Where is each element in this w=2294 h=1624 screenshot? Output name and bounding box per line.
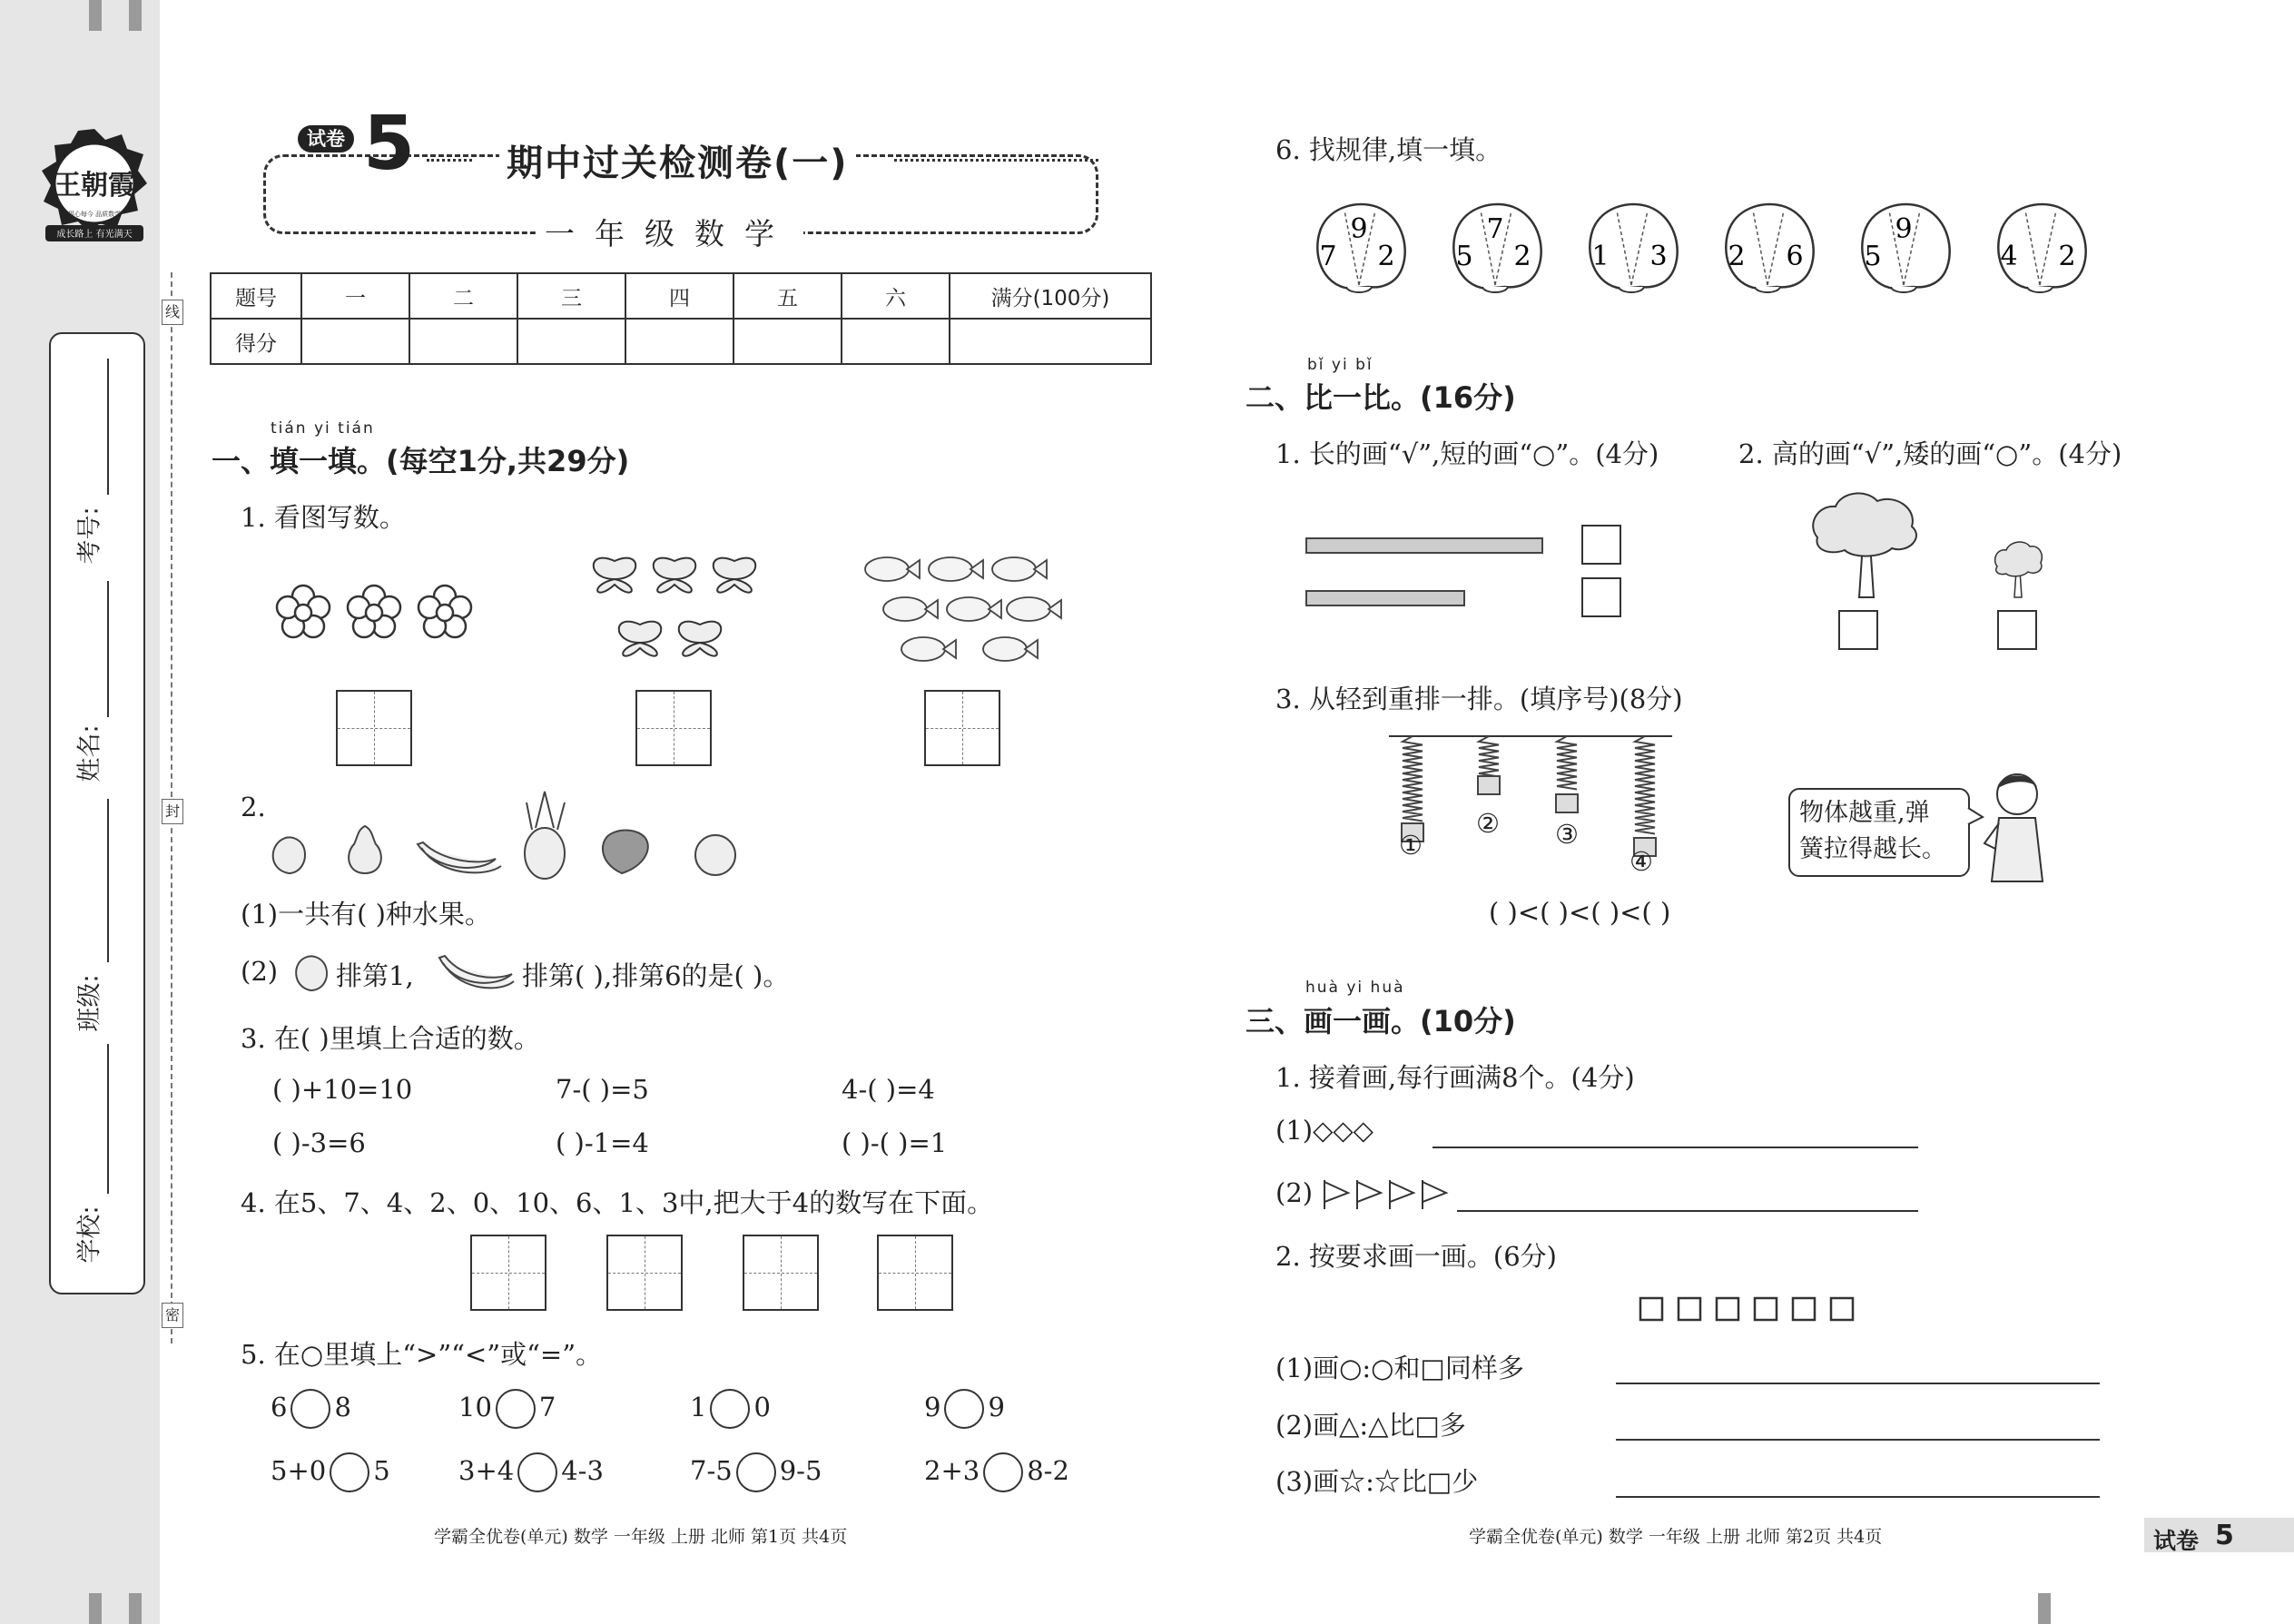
tab-number: 5 (2215, 1520, 2234, 1551)
compare-circle[interactable] (736, 1452, 776, 1492)
strawberry-icon (603, 831, 648, 873)
shell-number: 7 (1486, 213, 1504, 245)
label-school: 学校: (75, 1206, 104, 1264)
answer-grid-box[interactable] (924, 690, 1000, 766)
score-table (210, 272, 1152, 365)
flags-picture (1321, 1178, 1457, 1211)
shell-icon (1993, 198, 2092, 298)
compare-circle[interactable] (517, 1452, 557, 1492)
label-exam-number: 考号: (75, 507, 104, 565)
score-input[interactable] (517, 319, 625, 364)
score-input[interactable] (301, 319, 409, 364)
shell-icon (1584, 198, 1684, 298)
spring-label: ④ (1629, 846, 1653, 877)
spring-label: ① (1399, 830, 1423, 861)
compare-right: 0 (753, 1392, 771, 1422)
sec1-title: 一、填一填。(每空1分,共29分) (212, 444, 630, 478)
compare-left: 3+4 (458, 1455, 515, 1486)
answer-square[interactable] (1581, 577, 1621, 617)
spring-coil (1635, 736, 1655, 834)
score-cell: 三 (517, 273, 625, 319)
sec2-q1: 1. 长的画“√”,短的画“○”。(4分) (1275, 438, 1659, 469)
weight-block (1556, 794, 1578, 812)
speech-line: 簧拉得越长。 (1799, 835, 1946, 863)
butterflies-picture (586, 545, 767, 681)
compare-circle[interactable] (330, 1452, 369, 1492)
shell-icon (1448, 198, 1548, 298)
score-cell: 六 (842, 273, 950, 319)
compare-right: 9 (988, 1392, 1005, 1422)
compare-circle[interactable] (710, 1389, 750, 1429)
q2-prompt: 2. (241, 792, 266, 822)
score-input[interactable] (733, 319, 842, 364)
compare-item (271, 1452, 390, 1492)
punch-hole (2038, 1593, 2051, 1624)
weight-block (1478, 776, 1500, 794)
shell-number: 1 (1591, 241, 1610, 272)
shell-number: 9 (1350, 213, 1368, 245)
footer-right: 学霸全优卷(单元) 数学 一年级 上册 北师 第2页 共4页 (1469, 1527, 1883, 1547)
compare-left: 7-5 (690, 1455, 733, 1486)
peach-icon (289, 949, 334, 992)
compare-circle[interactable] (983, 1452, 1023, 1492)
sec2-q2: 2. 高的画“√”,矮的画“○”。(4分) (1738, 438, 2122, 469)
compare-item (458, 1389, 556, 1429)
label-class: 班级: (75, 974, 104, 1032)
fish-picture (858, 549, 1067, 681)
boy-icon (1979, 767, 2052, 885)
shell-number: 9 (1895, 213, 1913, 245)
answer-square[interactable] (1997, 610, 2037, 650)
compare-right: 9-5 (779, 1455, 822, 1486)
q3-prompt: 3. 在( )里填上合适的数。 (241, 1023, 540, 1054)
tall-tree-icon (1807, 488, 1925, 599)
answer-grid-box[interactable] (743, 1235, 819, 1311)
draw-line[interactable] (1616, 1439, 2100, 1441)
squares-row (1639, 1296, 1856, 1324)
shell-icon (1720, 198, 1820, 298)
label-name: 姓名: (75, 724, 104, 782)
shell-number: 2 (2058, 241, 2076, 272)
compare-left: 5+0 (271, 1455, 327, 1486)
shell-icon (1312, 198, 1412, 298)
punch-hole (89, 0, 102, 31)
shell-number: 2 (1728, 241, 1746, 272)
speech-line: 物体越重,弹 (1799, 799, 1930, 827)
short-bar (1305, 590, 1465, 606)
shell-number: 2 (1377, 241, 1395, 272)
score-input[interactable] (950, 319, 1151, 364)
sec3-q1b: (2) (1275, 1177, 1314, 1208)
compare-item (690, 1389, 771, 1429)
q2a-text: (1)一共有( )种水果。 (241, 899, 491, 930)
spring-coil (1557, 736, 1577, 790)
spring-coil (1403, 736, 1423, 822)
pear-icon (349, 826, 381, 873)
answer-grid-box[interactable] (336, 690, 412, 766)
sec3-q2b: (2)画△:△比□多 (1275, 1410, 1466, 1441)
score-header-row (211, 273, 1151, 319)
student-info-box (49, 332, 145, 1294)
q2b-part2: 排第1, (336, 960, 414, 991)
shells-row (1312, 198, 2111, 298)
school-line[interactable] (107, 1044, 109, 1194)
answer-grid-box[interactable] (877, 1235, 953, 1311)
compare-left: 6 (271, 1392, 288, 1422)
q2b-part3: 排第( ),排第6的是( )。 (522, 960, 790, 991)
score-input[interactable] (409, 319, 517, 364)
punch-hole (89, 1593, 102, 1624)
title-dash (894, 159, 1098, 162)
shell-number: 2 (1513, 241, 1531, 272)
q6-prompt: 6. 找规律,填一填。 (1275, 134, 1502, 165)
peach-icon (273, 837, 305, 873)
q3-item[interactable]: 7-( )=5 (556, 1074, 649, 1105)
compare-item (924, 1389, 1005, 1429)
title-dash (427, 159, 472, 162)
score-input[interactable] (842, 319, 950, 364)
q3-item[interactable]: ( )-1=4 (556, 1127, 649, 1158)
answer-grid-box[interactable] (606, 1235, 683, 1311)
shell-number: 6 (1786, 241, 1804, 272)
flowers-picture (269, 581, 478, 645)
compare-right: 8-2 (1027, 1455, 1069, 1486)
sec3-title: 三、画一画。(10分) (1245, 1004, 1516, 1038)
brand-logo (40, 127, 149, 250)
punch-hole (129, 0, 142, 31)
score-cell: 满分(100分) (950, 273, 1151, 319)
compare-right: 4-3 (561, 1455, 604, 1486)
answer-square[interactable] (1838, 610, 1878, 650)
shell-number: 7 (1319, 241, 1337, 272)
answer-square[interactable] (1581, 525, 1621, 565)
punch-hole (129, 1593, 142, 1624)
compare-right: 5 (373, 1455, 390, 1486)
compare-circle[interactable] (496, 1389, 536, 1429)
shell-number: 5 (1864, 241, 1882, 272)
compare-item (458, 1452, 604, 1492)
order-answer[interactable]: ( )<( )<( )<( ) (1489, 897, 1671, 928)
sec3-q1: 1. 接着画,每行画满8个。(4分) (1275, 1062, 1635, 1093)
compare-item (271, 1389, 351, 1429)
compare-left: 9 (924, 1392, 941, 1422)
spring-label: ② (1476, 808, 1500, 839)
q5-prompt: 5. 在○里填上“>”“<”或“=”。 (241, 1339, 603, 1370)
draw-line[interactable] (1457, 1210, 1918, 1212)
sec2-pinyin: bǐ yi bǐ (1307, 356, 1373, 374)
exam-subtitle: 一年级数学 (536, 211, 803, 253)
compare-circle[interactable] (944, 1389, 984, 1429)
seal-char-secret: 密 (162, 1303, 183, 1328)
fruits-picture (263, 790, 753, 881)
logo-banner: 成长路上 有光满天 (56, 230, 133, 240)
test-number: 5 (363, 101, 416, 187)
seal-char-line: 线 (162, 300, 183, 325)
draw-line[interactable] (1616, 1383, 2100, 1384)
sec3-q2c: (3)画☆:☆比□少 (1275, 1466, 1479, 1497)
q4-prompt: 4. 在5、7、4、2、0、10、6、1、3中,把大于4的数写在下面。 (241, 1187, 994, 1218)
sec3-q1a: (1)◇◇◇ (1275, 1115, 1373, 1146)
shell-number: 5 (1455, 241, 1473, 272)
compare-circle[interactable] (290, 1389, 330, 1429)
speech-bubble (1788, 788, 1970, 877)
q2b-part1: (2) (241, 956, 279, 987)
shell-icon (1856, 198, 1956, 298)
name-line[interactable] (107, 581, 109, 717)
footer-left: 学霸全优卷(单元) 数学 一年级 上册 北师 第1页 共4页 (434, 1527, 848, 1547)
q3-item[interactable]: 4-( )=4 (842, 1074, 935, 1105)
score-input[interactable] (625, 319, 733, 364)
short-tree-icon (1990, 539, 2044, 599)
score-label: 得分 (211, 319, 301, 364)
score-cell: 四 (625, 273, 733, 319)
tab-label: 试卷 (2153, 1528, 2200, 1554)
seal-char-seal: 封 (162, 799, 183, 824)
q3-item[interactable]: ( )-3=6 (272, 1127, 366, 1158)
test-badge: 试卷 (298, 125, 354, 153)
score-cell: 一 (301, 273, 409, 319)
sec2-title: 二、比一比。(16分) (1245, 380, 1516, 415)
class-line[interactable] (107, 799, 109, 962)
score-row (211, 319, 1151, 364)
q3-item[interactable]: ( )+10=10 (272, 1074, 413, 1105)
pineapple-icon (525, 828, 565, 879)
compare-item (690, 1452, 822, 1492)
orange-icon (695, 835, 735, 875)
sec3-q2a: (1)画○:○和□同样多 (1275, 1353, 1524, 1383)
exam-title: 期中过关检测卷(一) (499, 134, 856, 186)
answer-grid-box[interactable] (635, 690, 712, 766)
sec3-q2: 2. 按要求画一画。(6分) (1275, 1241, 1557, 1272)
draw-line[interactable] (1616, 1496, 2100, 1498)
q3-item[interactable]: ( )-( )=1 (842, 1127, 948, 1158)
score-cell: 五 (733, 273, 842, 319)
banana-icon (436, 949, 517, 992)
sec2-q3: 3. 从轻到重排一排。(填序号)(8分) (1275, 684, 1683, 714)
compare-item (924, 1452, 1069, 1492)
long-bar (1305, 537, 1543, 554)
shell-number: 3 (1649, 241, 1668, 272)
compare-left: 10 (458, 1392, 492, 1422)
score-cell: 二 (409, 273, 517, 319)
exam-number-line[interactable] (107, 359, 109, 495)
logo-motto: 用心每今 品质数学 (67, 211, 122, 218)
spring-label: ③ (1555, 819, 1579, 850)
q1-prompt: 1. 看图写数。 (241, 502, 406, 533)
sec1-pinyin: tián yi tián (271, 419, 375, 438)
answer-grid-box[interactable] (470, 1235, 546, 1311)
compare-left: 2+3 (924, 1455, 980, 1486)
compare-right: 7 (538, 1392, 556, 1422)
sec3-pinyin: huà yi huà (1305, 979, 1405, 997)
spring-coil (1479, 736, 1499, 777)
compare-right: 8 (334, 1392, 351, 1422)
score-cell: 题号 (211, 273, 301, 319)
compare-left: 1 (690, 1392, 707, 1422)
shell-number: 4 (2000, 241, 2018, 272)
draw-line[interactable] (1433, 1147, 1918, 1148)
logo-text: 王朝霞 (54, 170, 135, 202)
banana-icon (418, 842, 501, 872)
